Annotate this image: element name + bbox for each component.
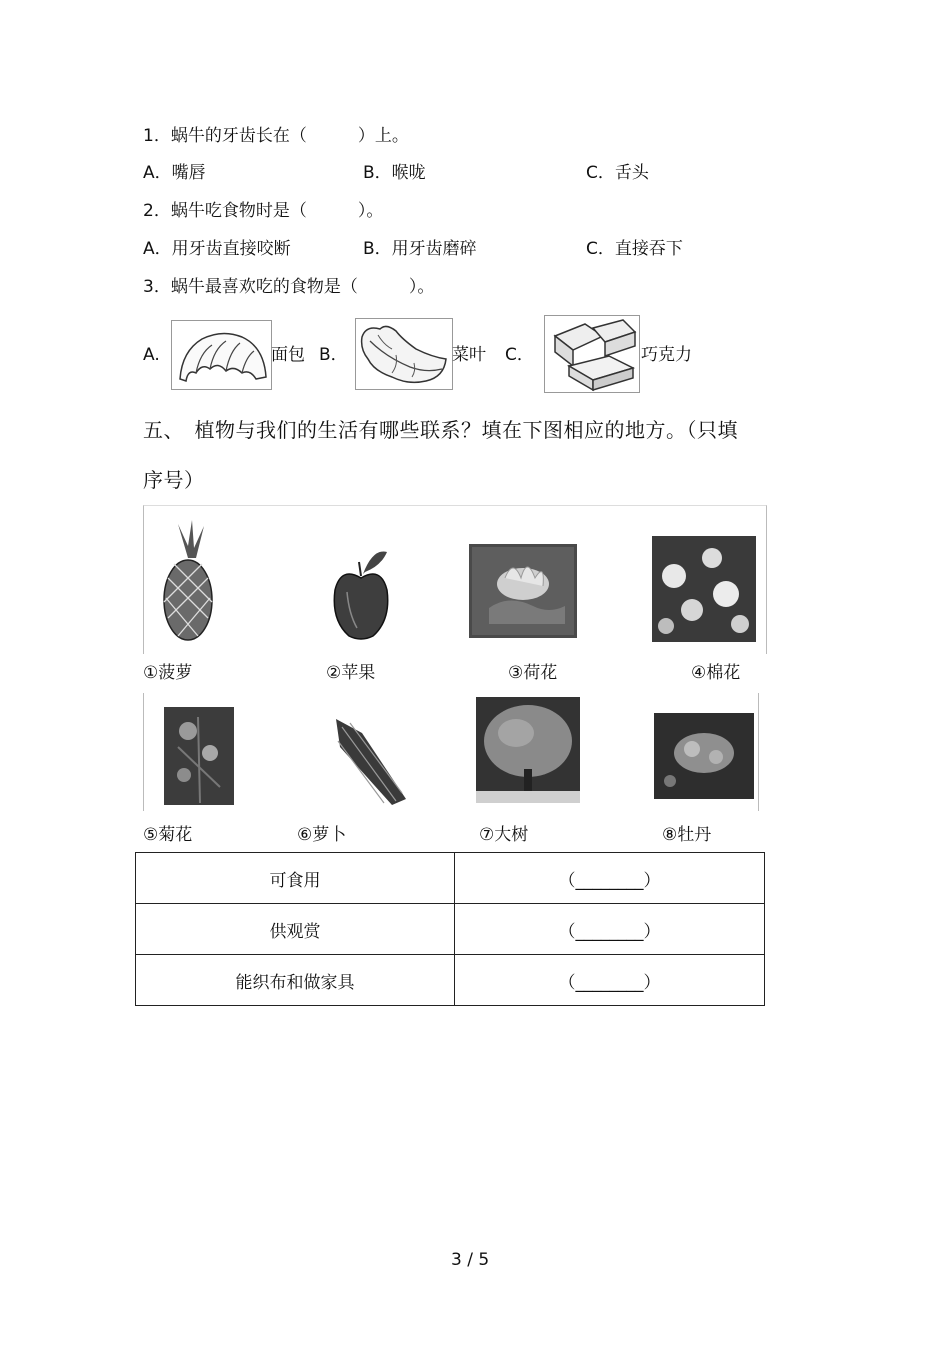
plant-picture-row-1 bbox=[143, 505, 767, 654]
table-row bbox=[136, 904, 765, 955]
radish-icon bbox=[332, 713, 412, 807]
caption-apple: ②苹果 bbox=[326, 663, 376, 683]
caption-lotus: ③荷花 bbox=[508, 663, 558, 683]
question-3-option-c-letter: C． bbox=[505, 345, 534, 365]
question-2-option-c[interactable]: C．直接吞下 bbox=[586, 239, 683, 259]
section-5-title-line-1: 五、 植物与我们的生活有哪些联系？填在下图相应的地方。（只填 bbox=[143, 418, 738, 442]
big-tree-icon bbox=[476, 697, 580, 803]
question-3-option-a-letter: A. bbox=[143, 345, 160, 365]
row-label-edible: 可食用 bbox=[136, 853, 455, 904]
page-number: 3 / 5 bbox=[451, 1250, 490, 1270]
question-1-option-c[interactable]: C．舌头 bbox=[586, 163, 649, 183]
answer-blank-ornamental[interactable]: （________） bbox=[455, 904, 765, 955]
caption-radish: ⑥萝卜 bbox=[297, 825, 347, 845]
question-3-option-a-label: 面包 bbox=[271, 345, 305, 365]
row-label-weaving-furniture: 能织布和做家具 bbox=[136, 955, 455, 1006]
question-2-option-b[interactable]: B．用牙齿磨碎 bbox=[363, 239, 477, 259]
table-row bbox=[136, 853, 765, 904]
croissant-icon[interactable] bbox=[171, 320, 272, 390]
answer-blank-weaving-furniture[interactable]: （________） bbox=[455, 955, 765, 1006]
caption-peony: ⑧牡丹 bbox=[662, 825, 712, 845]
plant-use-table bbox=[135, 852, 765, 1006]
chocolate-icon[interactable] bbox=[544, 315, 640, 393]
lotus-flower-icon bbox=[469, 544, 577, 638]
chrysanthemum-icon bbox=[164, 707, 234, 805]
question-3-option-b-label: 菜叶 bbox=[452, 345, 486, 365]
caption-chrysanthemum: ⑤菊花 bbox=[143, 825, 193, 845]
caption-cotton: ④棉花 bbox=[691, 663, 741, 683]
apple-icon bbox=[331, 544, 391, 642]
table-row bbox=[136, 955, 765, 1006]
question-2-option-a[interactable]: A．用牙齿直接咬断 bbox=[143, 239, 291, 259]
question-3-option-c-label: 巧克力 bbox=[641, 345, 692, 365]
caption-pineapple: ①菠萝 bbox=[143, 663, 193, 683]
question-2-stem: 2．蜗牛吃食物时是（ ）。 bbox=[143, 201, 384, 221]
question-3-option-b-letter: B． bbox=[319, 345, 348, 365]
question-1-stem: 1．蜗牛的牙齿长在（ ）上。 bbox=[143, 126, 409, 146]
section-5-title-line-2: 序号） bbox=[143, 468, 205, 492]
row-label-ornamental: 供观赏 bbox=[136, 904, 455, 955]
pineapple-icon bbox=[158, 518, 218, 642]
answer-blank-edible[interactable]: （________） bbox=[455, 853, 765, 904]
plant-picture-row-2 bbox=[143, 693, 759, 811]
caption-big-tree: ⑦大树 bbox=[479, 825, 529, 845]
question-1-option-a[interactable]: A．嘴唇 bbox=[143, 163, 206, 183]
question-1-option-b[interactable]: B．喉咙 bbox=[363, 163, 426, 183]
cotton-icon bbox=[652, 536, 756, 642]
question-3-stem: 3．蜗牛最喜欢吃的食物是（ ）。 bbox=[143, 277, 435, 297]
peony-icon bbox=[654, 713, 754, 799]
lettuce-leaf-icon[interactable] bbox=[355, 318, 453, 390]
